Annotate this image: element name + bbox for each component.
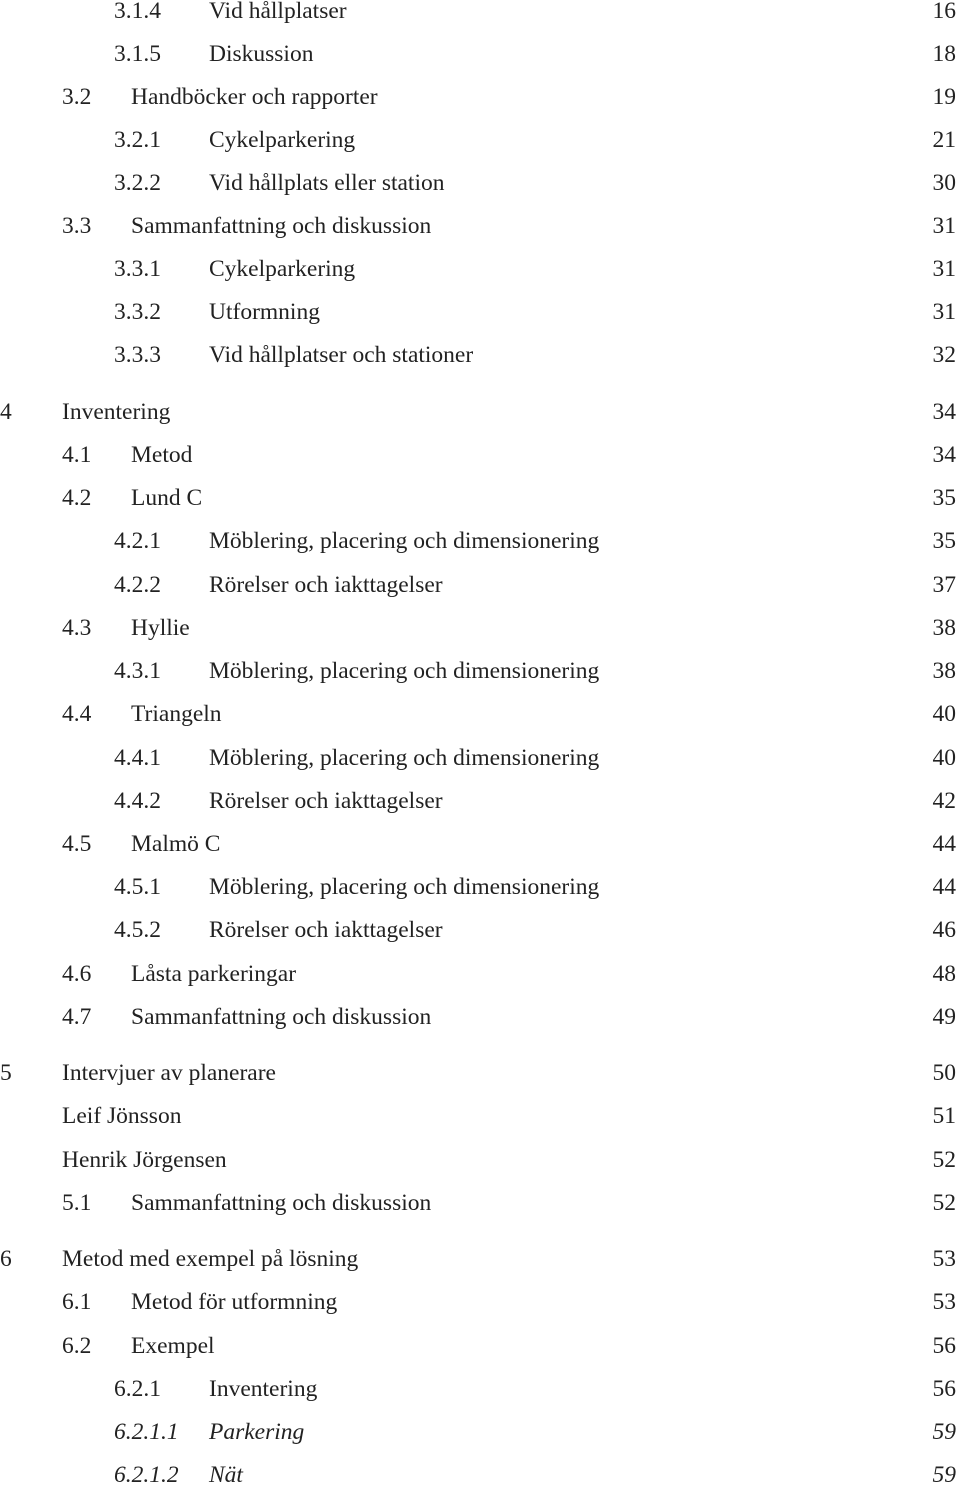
toc-entry[interactable]	[0, 1369, 960, 1409]
toc-entry-page-number: 18	[932, 41, 956, 67]
toc-entry[interactable]	[0, 910, 960, 950]
toc-entry[interactable]	[0, 738, 960, 778]
toc-entry-title: Metod med exempel på lösning	[62, 1246, 359, 1272]
toc-entry[interactable]	[0, 206, 960, 246]
toc-entry[interactable]	[0, 867, 960, 907]
toc-entry-page-number: 44	[932, 831, 956, 857]
toc-entry-title: Metod för utformning	[131, 1289, 338, 1315]
toc-entry[interactable]	[0, 954, 960, 994]
toc-entry-number: 3.2.2	[114, 170, 161, 196]
toc-entry-page-number: 53	[932, 1289, 956, 1315]
toc-entry[interactable]	[0, 163, 960, 203]
toc-entry-title: Inventering	[62, 399, 171, 425]
toc-entry[interactable]	[0, 1239, 960, 1279]
toc-entry[interactable]	[0, 781, 960, 821]
toc-entry[interactable]	[0, 651, 960, 691]
toc-entry-page-number: 40	[932, 701, 956, 727]
toc-entry-title: Sammanfattning och diskussion	[131, 1004, 432, 1030]
toc-entry-number: 6.1	[62, 1289, 92, 1315]
toc-entry-title: Leif Jönsson	[62, 1103, 182, 1129]
toc-entry-number: 3.3.1	[114, 256, 161, 282]
toc-entry[interactable]	[0, 249, 960, 289]
toc-entry-number: 4.4.2	[114, 788, 161, 814]
toc-entry-number: 6.2	[62, 1333, 92, 1359]
toc-entry-number: 6.2.1	[114, 1376, 161, 1402]
toc-entry-page-number: 31	[932, 299, 956, 325]
toc-entry-page-number: 42	[932, 788, 956, 814]
toc-entry-page-number: 32	[932, 342, 956, 368]
toc-entry-title: Rörelser och iakttagelser	[209, 788, 443, 814]
toc-entry-number: 3.3.3	[114, 342, 161, 368]
toc-entry-title: Utformning	[209, 299, 320, 325]
toc-entry[interactable]	[0, 77, 960, 117]
toc-entry-page-number: 31	[932, 256, 956, 282]
toc-entry[interactable]	[0, 1326, 960, 1366]
toc-entry-number: 6.2.1.1	[114, 1419, 179, 1445]
toc-entry[interactable]	[0, 1140, 960, 1180]
toc-entry[interactable]	[0, 1096, 960, 1136]
toc-entry-page-number: 53	[932, 1246, 956, 1272]
toc-entry[interactable]	[0, 34, 960, 74]
toc-entry-page-number: 50	[932, 1060, 956, 1086]
toc-entry[interactable]	[0, 565, 960, 605]
toc-entry-title: Inventering	[209, 1376, 318, 1402]
toc-entry-number: 4.4.1	[114, 745, 161, 771]
toc-entry[interactable]	[0, 1183, 960, 1223]
toc-entry-page-number: 48	[932, 961, 956, 987]
toc-entry-page-number: 19	[932, 84, 956, 110]
toc-entry-page-number: 46	[932, 917, 956, 943]
toc-entry-page-number: 59	[932, 1462, 956, 1488]
toc-entry-title: Låsta parkeringar	[131, 961, 297, 987]
toc-entry[interactable]	[0, 478, 960, 518]
toc-entry-page-number: 34	[932, 442, 956, 468]
toc-entry[interactable]	[0, 608, 960, 648]
toc-entry-number: 4.5.1	[114, 874, 161, 900]
toc-entry-page-number: 37	[932, 572, 956, 598]
toc-entry-title: Sammanfattning och diskussion	[131, 1190, 432, 1216]
toc-entry-title: Metod	[131, 442, 193, 468]
toc-entry-number: 5	[0, 1060, 12, 1086]
toc-entry-number: 4.2	[62, 485, 92, 511]
toc-entry-page-number: 59	[932, 1419, 956, 1445]
toc-entry-page-number: 56	[932, 1333, 956, 1359]
toc-entry-title: Rörelser och iakttagelser	[209, 572, 443, 598]
toc-entry-number: 4	[0, 399, 12, 425]
toc-entry-number: 3.1.4	[114, 0, 161, 24]
toc-entry-number: 4.5	[62, 831, 92, 857]
toc-entry-number: 4.2.1	[114, 528, 161, 554]
toc-entry-page-number: 38	[932, 615, 956, 641]
toc-entry-page-number: 44	[932, 874, 956, 900]
toc-entry-number: 3.3	[62, 213, 92, 239]
toc-entry-title: Handböcker och rapporter	[131, 84, 378, 110]
toc-entry-number: 6.2.1.2	[114, 1462, 179, 1488]
toc-entry-title: Vid hållplatser	[209, 0, 347, 24]
toc-entry-number: 3.2	[62, 84, 92, 110]
toc-entry-title: Vid hållplatser och stationer	[209, 342, 474, 368]
toc-entry[interactable]	[0, 120, 960, 160]
toc-entry-title: Nät	[209, 1462, 243, 1488]
toc-entry-number: 3.2.1	[114, 127, 161, 153]
toc-entry-title: Diskussion	[209, 41, 314, 67]
toc-entry-title: Möblering, placering och dimensionering	[209, 528, 600, 554]
toc-entry-title: Möblering, placering och dimensionering	[209, 745, 600, 771]
toc-entry-page-number: 40	[932, 745, 956, 771]
toc-entry-number: 5.1	[62, 1190, 92, 1216]
toc-entry-title: Möblering, placering och dimensionering	[209, 658, 600, 684]
toc-entry-page-number: 35	[932, 528, 956, 554]
toc-entry[interactable]	[0, 824, 960, 864]
toc-entry-page-number: 52	[932, 1147, 956, 1173]
toc-entry[interactable]	[0, 997, 960, 1037]
toc-entry-page-number: 56	[932, 1376, 956, 1402]
toc-entry[interactable]	[0, 694, 960, 734]
toc-entry-number: 4.3.1	[114, 658, 161, 684]
toc-entry[interactable]	[0, 1412, 960, 1452]
toc-entry-title: Möblering, placering och dimensionering	[209, 874, 600, 900]
toc-entry-number: 4.1	[62, 442, 92, 468]
toc-entry-title: Triangeln	[131, 701, 222, 727]
toc-entry-title: Cykelparkering	[209, 127, 356, 153]
toc-entry-page-number: 52	[932, 1190, 956, 1216]
toc-entry[interactable]	[0, 392, 960, 432]
toc-entry-page-number: 31	[932, 213, 956, 239]
toc-entry-page-number: 16	[932, 0, 956, 24]
toc-entry-page-number: 51	[932, 1103, 956, 1129]
toc-entry-number: 4.2.2	[114, 572, 161, 598]
toc-entry[interactable]	[0, 1455, 960, 1495]
toc-entry[interactable]	[0, 1282, 960, 1322]
toc-entry[interactable]	[0, 521, 960, 561]
toc-entry-title: Vid hållplats eller station	[209, 170, 445, 196]
toc-entry-page-number: 35	[932, 485, 956, 511]
toc-entry-title: Parkering	[209, 1419, 305, 1445]
toc-entry-title: Hyllie	[131, 615, 190, 641]
toc-entry-number: 4.7	[62, 1004, 92, 1030]
toc-entry-number: 3.3.2	[114, 299, 161, 325]
toc-entry-title: Sammanfattning och diskussion	[131, 213, 432, 239]
toc-entry-title: Lund C	[131, 485, 203, 511]
toc-entry-number: 4.5.2	[114, 917, 161, 943]
toc-entry[interactable]	[0, 335, 960, 375]
toc-entry-title: Cykelparkering	[209, 256, 356, 282]
toc-entry-title: Intervjuer av planerare	[62, 1060, 276, 1086]
toc-entry[interactable]	[0, 435, 960, 475]
toc-entry[interactable]	[0, 0, 960, 31]
toc-entry-number: 6	[0, 1246, 12, 1272]
toc-entry-page-number: 34	[932, 399, 956, 425]
toc-entry-title: Rörelser och iakttagelser	[209, 917, 443, 943]
toc-entry[interactable]	[0, 292, 960, 332]
toc-entry-page-number: 21	[932, 127, 956, 153]
toc-entry-number: 4.4	[62, 701, 92, 727]
toc-entry-page-number: 30	[932, 170, 956, 196]
toc-entry[interactable]	[0, 1053, 960, 1093]
toc-entry-title: Malmö C	[131, 831, 221, 857]
toc-entry-number: 4.3	[62, 615, 92, 641]
toc-entry-title: Henrik Jörgensen	[62, 1147, 227, 1173]
toc-entry-page-number: 49	[932, 1004, 956, 1030]
toc-entry-title: Exempel	[131, 1333, 215, 1359]
toc-entry-number: 4.6	[62, 961, 92, 987]
toc-entry-number: 3.1.5	[114, 41, 161, 67]
toc-entry-page-number: 38	[932, 658, 956, 684]
